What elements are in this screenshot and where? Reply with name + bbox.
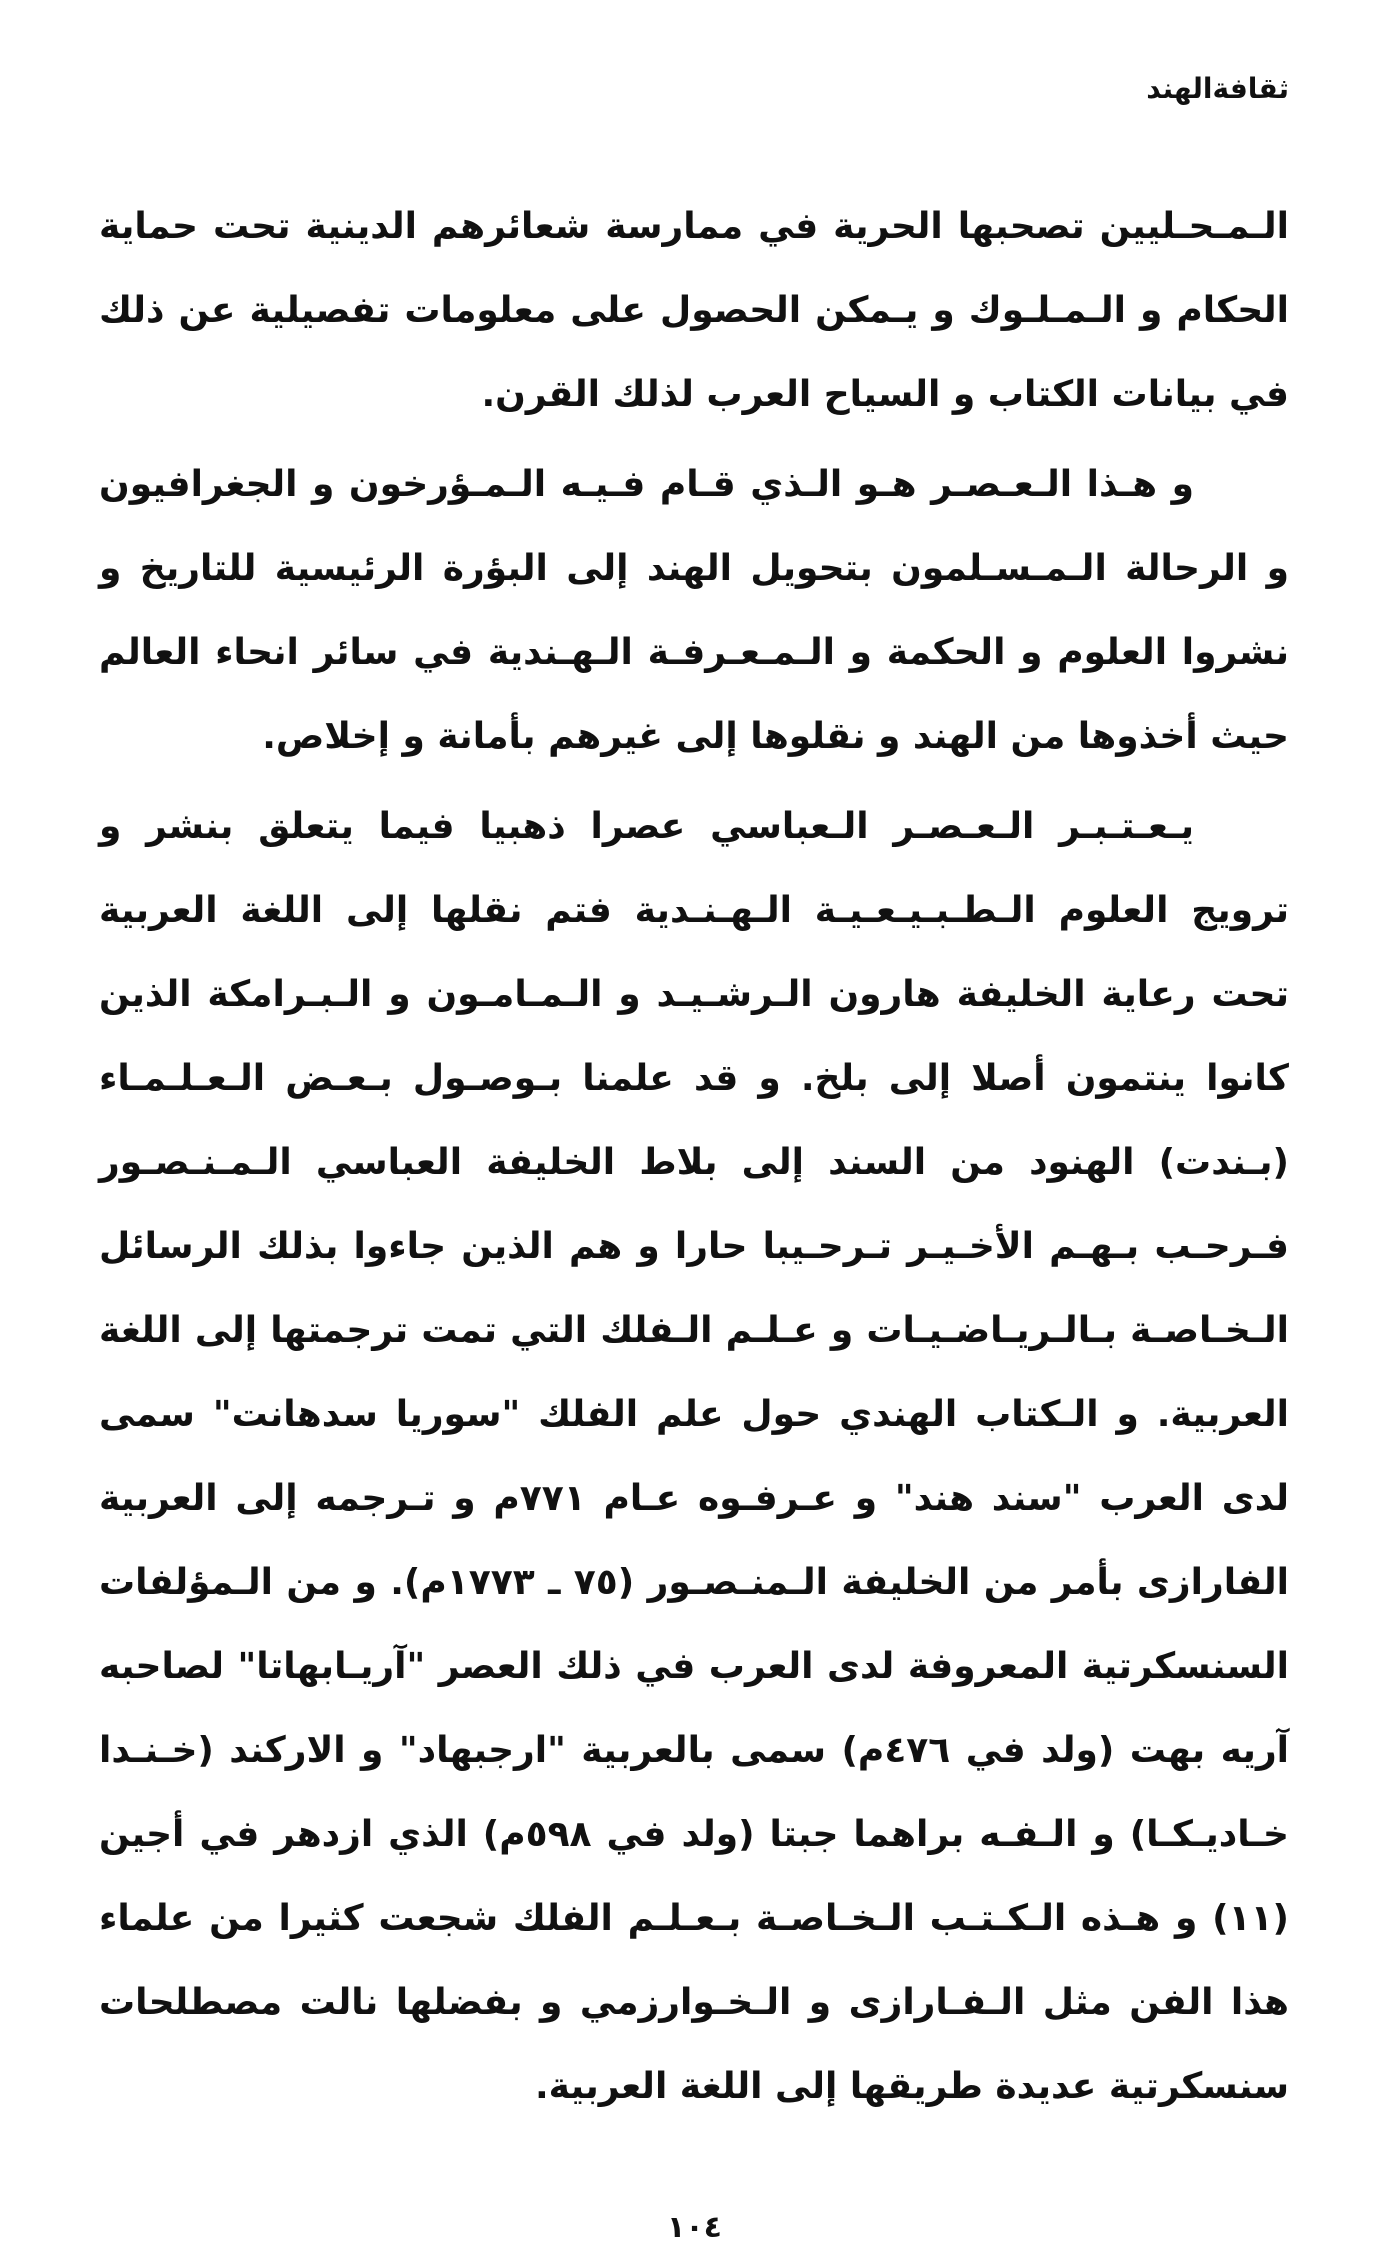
- body-text: [99, 185, 1289, 2129]
- paragraph-3: يـعـتـبـر الـعـصـر الـعباسي عصرا ذهبيا فيما يتعلق بنشر و ترويج العلوم الـطـبـيـعـيـة الـهـنـدية فتم نقلها إلى اللغة العربية تحت رعاية الخليفة هارون الـرشـيـد و الـمـامـون و الـبـرامكة الذين كانوا ينتمون أصلا إلى بلخ. و قد علمنا بـوصـول بـعـض الـعـلـمـاء (بـندت) الهنود من السند إلى بلاط الخليفة العباسي الـمـنـصـور فـرحـب بـهـم الأخـيـر تـرحـيبا حارا و هم الذين جاءوا بذلك الرسائل الـخـاصـة بـالـريـاضـيـات و عـلـم الـفلك التي تمت ترجمتها إلى اللغة العربية. و الـكتاب الهندي حول علم الفلك "سوريا سدهانت" سمى لدى العرب "سند هند" و عـرفـوه عـام ٧٧١م و تـرجمه إلى العربية الفارازى بأمر من الخليفة الـمنـصـور (٧٥ ـ ١٧٧٣م). و من الـمؤلفات السنسكرتية المعروفة لدى العرب في ذلك العصر "آريـابهاتا" لصاحبه آريه بهت (ولد في ٤٧٦م) سمى بالعربية "ارجبهاد" و الاركند (خـنـدا خـاديـكـا) و الـفـه براهما جبتا (ولد في ٥٩٨م) الذي ازدهر في أجين (١١) و هـذه الـكـتـب الـخـاصـة بـعـلـم الفلك شجعت كثيرا من علماء هذا الفن مثل الـفـارازى و الـخـوارزمي و بفضلها نالت مصطلحات سنسكرتية عديدة طريقها إلى اللغة العربية.: [99, 806, 1290, 2107]
- paragraph-1: الـمـحـليين تصحبها الحرية في ممارسة شعائرهم الدينية تحت حماية الحكام و الـمـلـوك و يـمكن الحصول على معلومات تفصيلية عن ذلك في بيانات الكتاب و السياح العرب لذلك القرن.: [99, 206, 1289, 415]
- running-header-title: ثقافةالهند: [1146, 72, 1289, 105]
- paragraph-2: و هـذا الـعـصـر هـو الـذي قـام فـيـه الـمـؤرخون و الجغرافيون و الرحالة الـمـسـلمون بتحويل الهند إلى البؤرة الرئيسية للتاريخ و نشروا العلوم و الحكمة و الـمـعـرفـة الـهـندية في سائر انحاء العالم حيث أخذوها من الهند و نقلوها إلى غيرهم بأمانة و إخلاص.: [99, 464, 1289, 757]
- page-number: ١٠٤: [667, 2210, 722, 2245]
